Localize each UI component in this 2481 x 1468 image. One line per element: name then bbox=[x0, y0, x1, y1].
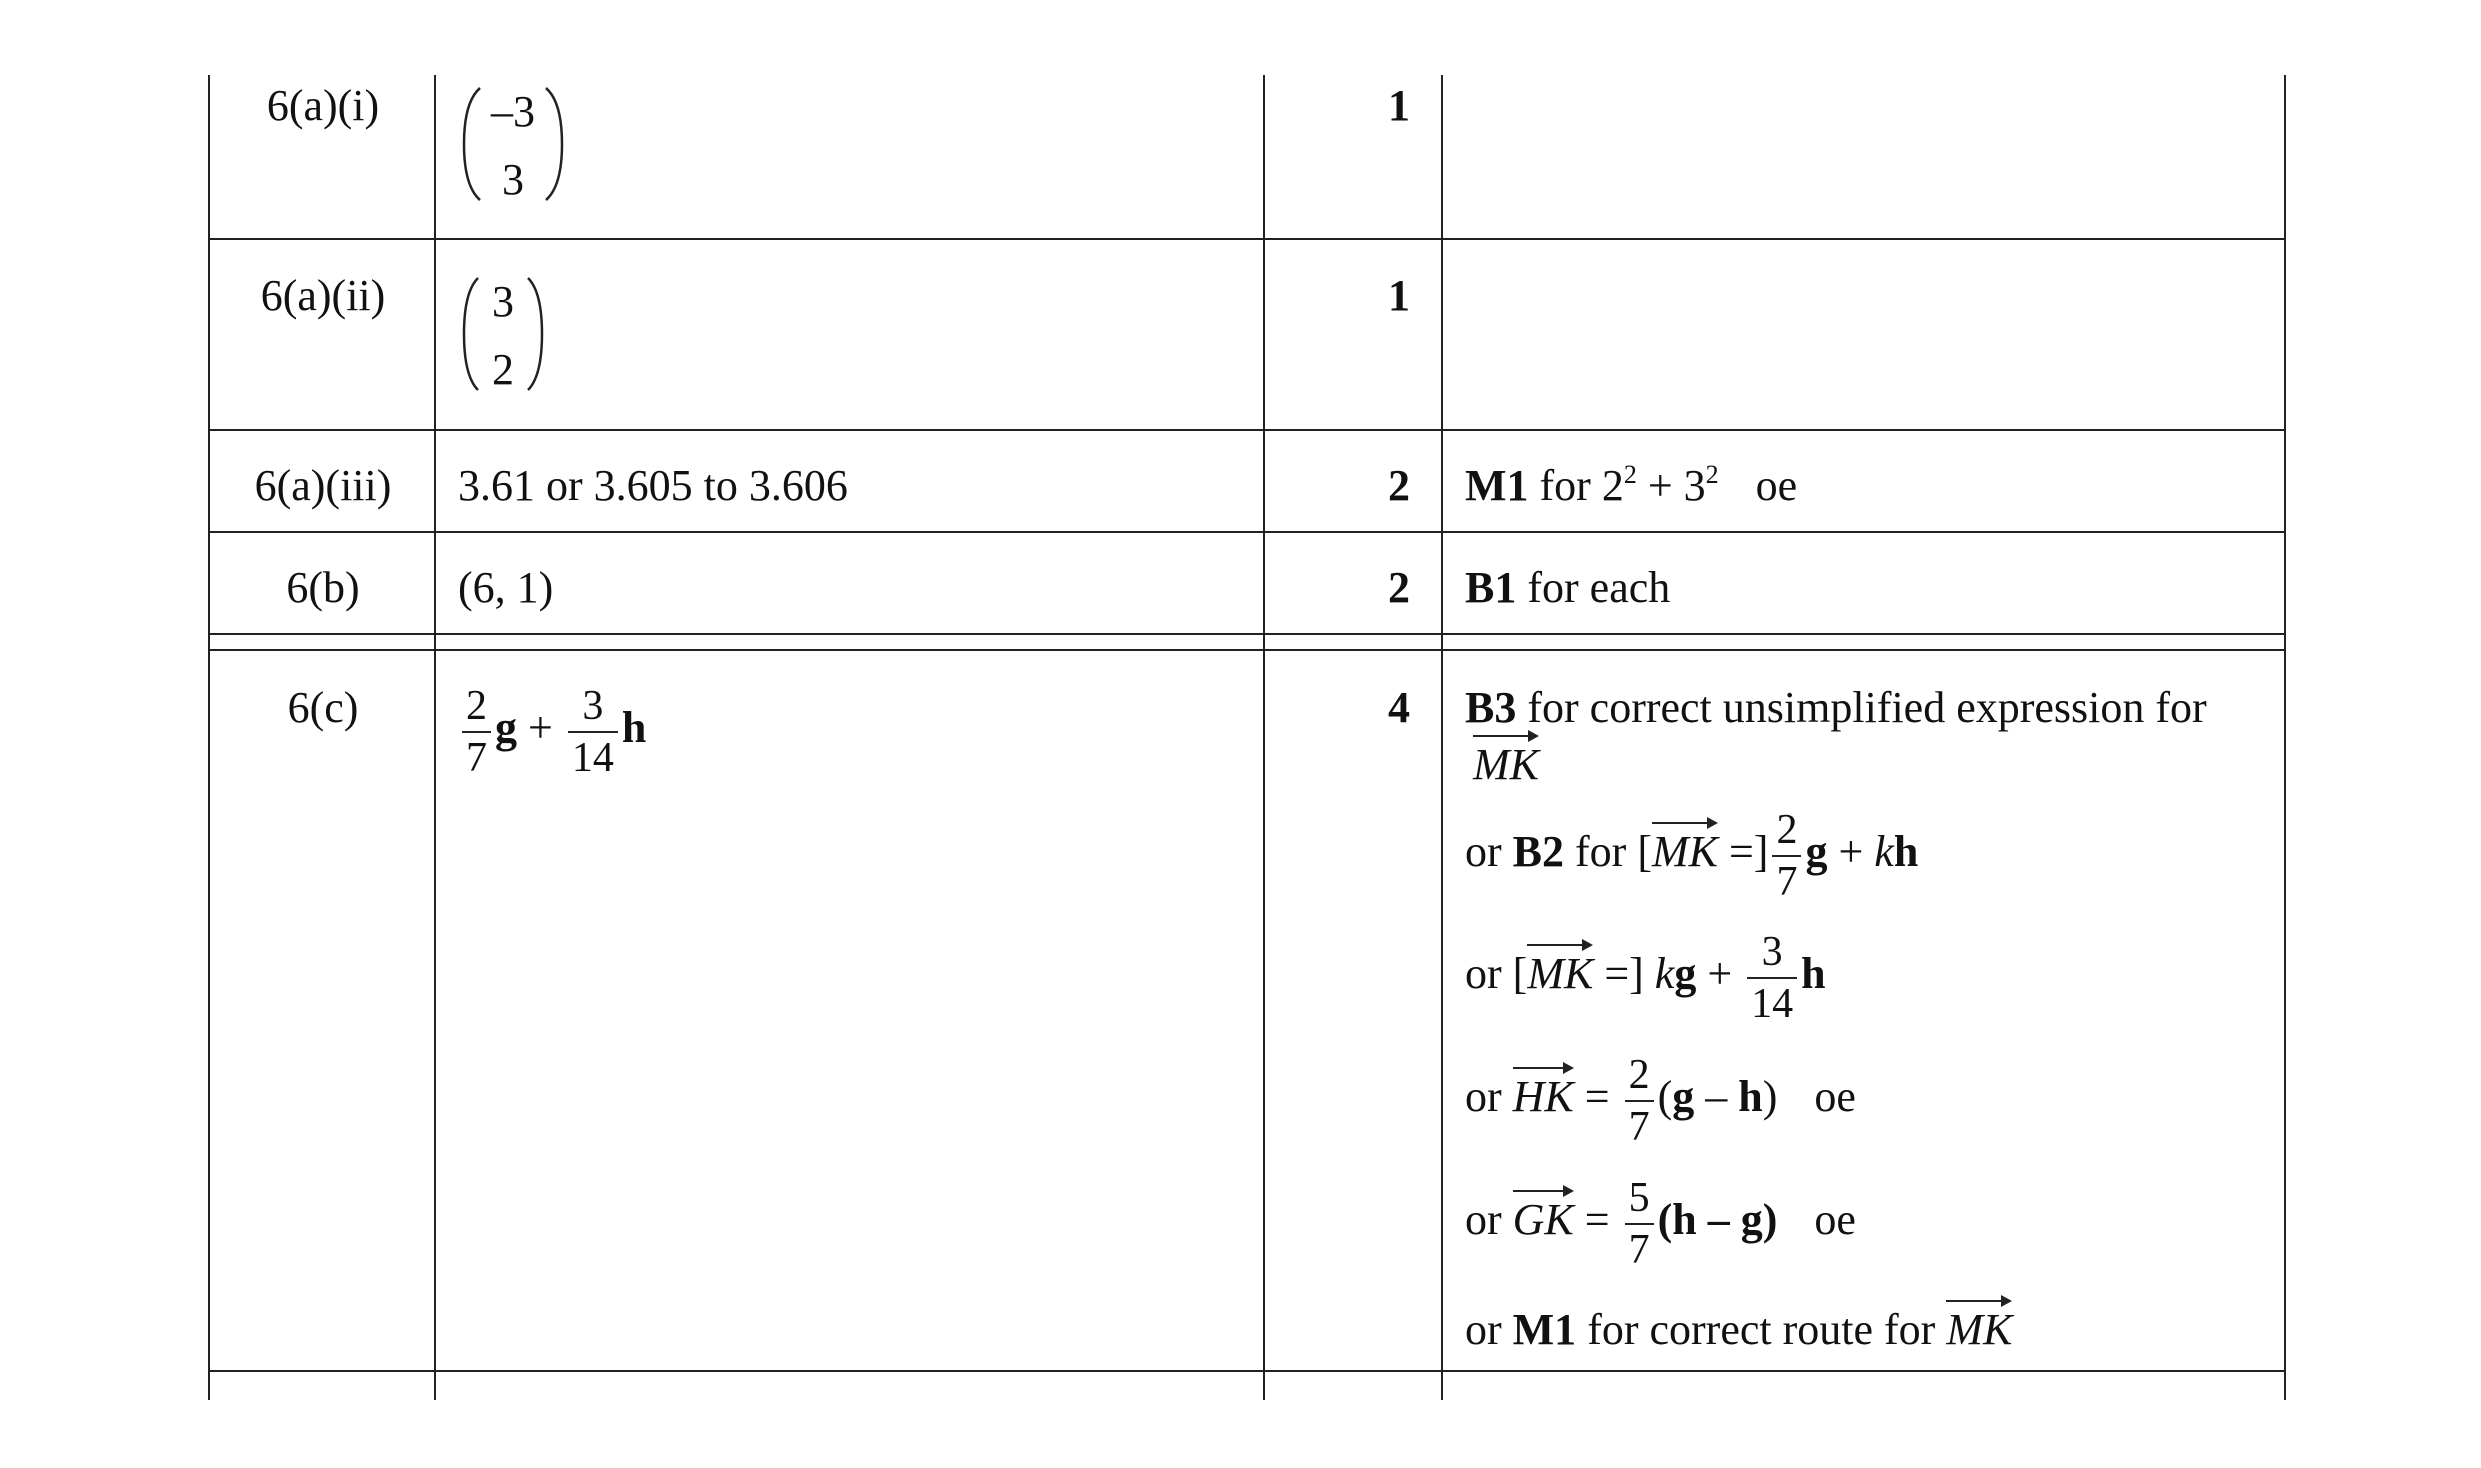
exponent: 2 bbox=[1623, 460, 1637, 489]
or-text: or bbox=[1465, 1195, 1502, 1245]
question-number: 6(b) bbox=[286, 563, 360, 612]
guidance-line bbox=[1465, 683, 2207, 732]
denominator: 7 bbox=[1628, 1227, 1650, 1274]
minus-sign: – bbox=[1694, 1072, 1739, 1122]
answer-text: (6, 1) bbox=[458, 563, 554, 612]
denominator: 7 bbox=[1628, 1104, 1650, 1151]
exponent: 2 bbox=[1705, 460, 1719, 489]
fraction bbox=[1747, 930, 1797, 1026]
equals: = bbox=[1584, 1072, 1610, 1122]
guidance-text: + 3 bbox=[1636, 461, 1706, 510]
numerator: 3 bbox=[1747, 930, 1797, 979]
vector-hk: HK bbox=[1513, 1067, 1574, 1119]
mark-code: B1 bbox=[1465, 563, 1517, 612]
equals: =] bbox=[1604, 949, 1644, 999]
guidance-line bbox=[1465, 1300, 2012, 1352]
guidance-line bbox=[1465, 1176, 1856, 1272]
column-vector bbox=[458, 82, 568, 217]
oe-note: oe bbox=[1755, 461, 1798, 510]
guidance-text: for correct route for bbox=[1587, 1305, 1936, 1354]
column-divider-2 bbox=[1263, 75, 1265, 1400]
marks: 1 bbox=[1388, 81, 1410, 130]
or-text: or bbox=[1465, 1305, 1502, 1354]
guidance-line bbox=[1465, 1053, 1856, 1149]
question-number: 6(a)(ii) bbox=[260, 271, 386, 320]
answer-expression bbox=[458, 684, 646, 780]
numerator: 2 bbox=[462, 684, 491, 733]
mark-code: M1 bbox=[1465, 461, 1529, 510]
vector-bottom: 3 bbox=[502, 155, 524, 204]
vector-mk: MK bbox=[1473, 735, 1539, 787]
vector-g: g bbox=[495, 703, 517, 753]
table-border-right bbox=[2284, 75, 2286, 1400]
vector-g: g bbox=[1674, 949, 1697, 999]
guidance-line bbox=[1465, 930, 1826, 1026]
question-number: 6(c) bbox=[287, 683, 359, 732]
vector-h: h bbox=[621, 703, 647, 753]
question-number: 6(a)(i) bbox=[266, 81, 380, 130]
vector-gk: GK bbox=[1513, 1190, 1574, 1242]
vector-mk: MK bbox=[1527, 944, 1593, 996]
paren-close: ) bbox=[1762, 1072, 1778, 1122]
or-text: or [ bbox=[1465, 949, 1528, 999]
marks: 2 bbox=[1388, 563, 1410, 612]
oe-note: oe bbox=[1814, 1195, 1856, 1245]
vector-top: 3 bbox=[492, 277, 514, 326]
marks: 4 bbox=[1388, 683, 1410, 732]
numerator: 5 bbox=[1625, 1176, 1654, 1225]
vector-g: g bbox=[1805, 827, 1828, 877]
equals: =] bbox=[1728, 827, 1769, 877]
vector-mk: MK bbox=[1946, 1300, 2012, 1352]
guidance bbox=[1465, 0, 2265, 1400]
fraction bbox=[1772, 808, 1801, 904]
denominator: 7 bbox=[466, 735, 487, 782]
vector-bottom: 2 bbox=[492, 345, 514, 394]
vector-h: h bbox=[1738, 1072, 1763, 1122]
denominator: 14 bbox=[571, 735, 614, 782]
guidance-text: for [ bbox=[1575, 827, 1652, 877]
mark-code: B2 bbox=[1512, 827, 1565, 877]
mark-code: B3 bbox=[1465, 683, 1517, 732]
guidance-line bbox=[1465, 808, 1918, 904]
or-text: or bbox=[1465, 1072, 1502, 1122]
column-vector bbox=[458, 272, 548, 407]
plus-sign: + bbox=[528, 703, 553, 753]
numerator: 2 bbox=[1772, 808, 1801, 857]
question-number: 6(a)(iii) bbox=[254, 461, 392, 510]
vector-h: h bbox=[1801, 949, 1826, 999]
column-divider-3 bbox=[1441, 75, 1443, 1400]
fraction bbox=[568, 684, 618, 780]
paren-open: ( bbox=[1657, 1072, 1673, 1122]
vector-mk: MK bbox=[1652, 822, 1718, 874]
guidance-text: for correct unsimplified expression for bbox=[1527, 683, 2207, 732]
or-text: or bbox=[1465, 827, 1502, 877]
denominator: 7 bbox=[1776, 859, 1798, 906]
fraction bbox=[1625, 1053, 1654, 1149]
marks: 2 bbox=[1388, 461, 1410, 510]
answer-text: 3.61 or 3.605 to 3.606 bbox=[458, 461, 848, 510]
scalar-k: k bbox=[1874, 827, 1894, 877]
guidance-text: for each bbox=[1527, 563, 1671, 612]
mark-code: M1 bbox=[1512, 1305, 1577, 1354]
oe-note: oe bbox=[1814, 1072, 1856, 1122]
numerator: 3 bbox=[568, 684, 618, 733]
vector-h: h bbox=[1893, 827, 1919, 877]
scalar-k: k bbox=[1654, 949, 1675, 999]
plus-sign: + bbox=[1707, 949, 1733, 999]
numerator: 2 bbox=[1625, 1053, 1654, 1102]
vector-top: –3 bbox=[491, 87, 535, 136]
equals: = bbox=[1584, 1195, 1610, 1245]
marks: 1 bbox=[1388, 271, 1410, 320]
guidance-text: for 2 bbox=[1539, 461, 1624, 510]
vector-expression: (h – g) bbox=[1657, 1195, 1778, 1245]
guidance-line bbox=[1473, 735, 1539, 787]
fraction bbox=[1625, 1176, 1654, 1272]
plus-sign: + bbox=[1838, 827, 1864, 877]
vector-g: g bbox=[1672, 1072, 1695, 1122]
fraction bbox=[462, 684, 491, 780]
denominator: 14 bbox=[1751, 981, 1794, 1028]
